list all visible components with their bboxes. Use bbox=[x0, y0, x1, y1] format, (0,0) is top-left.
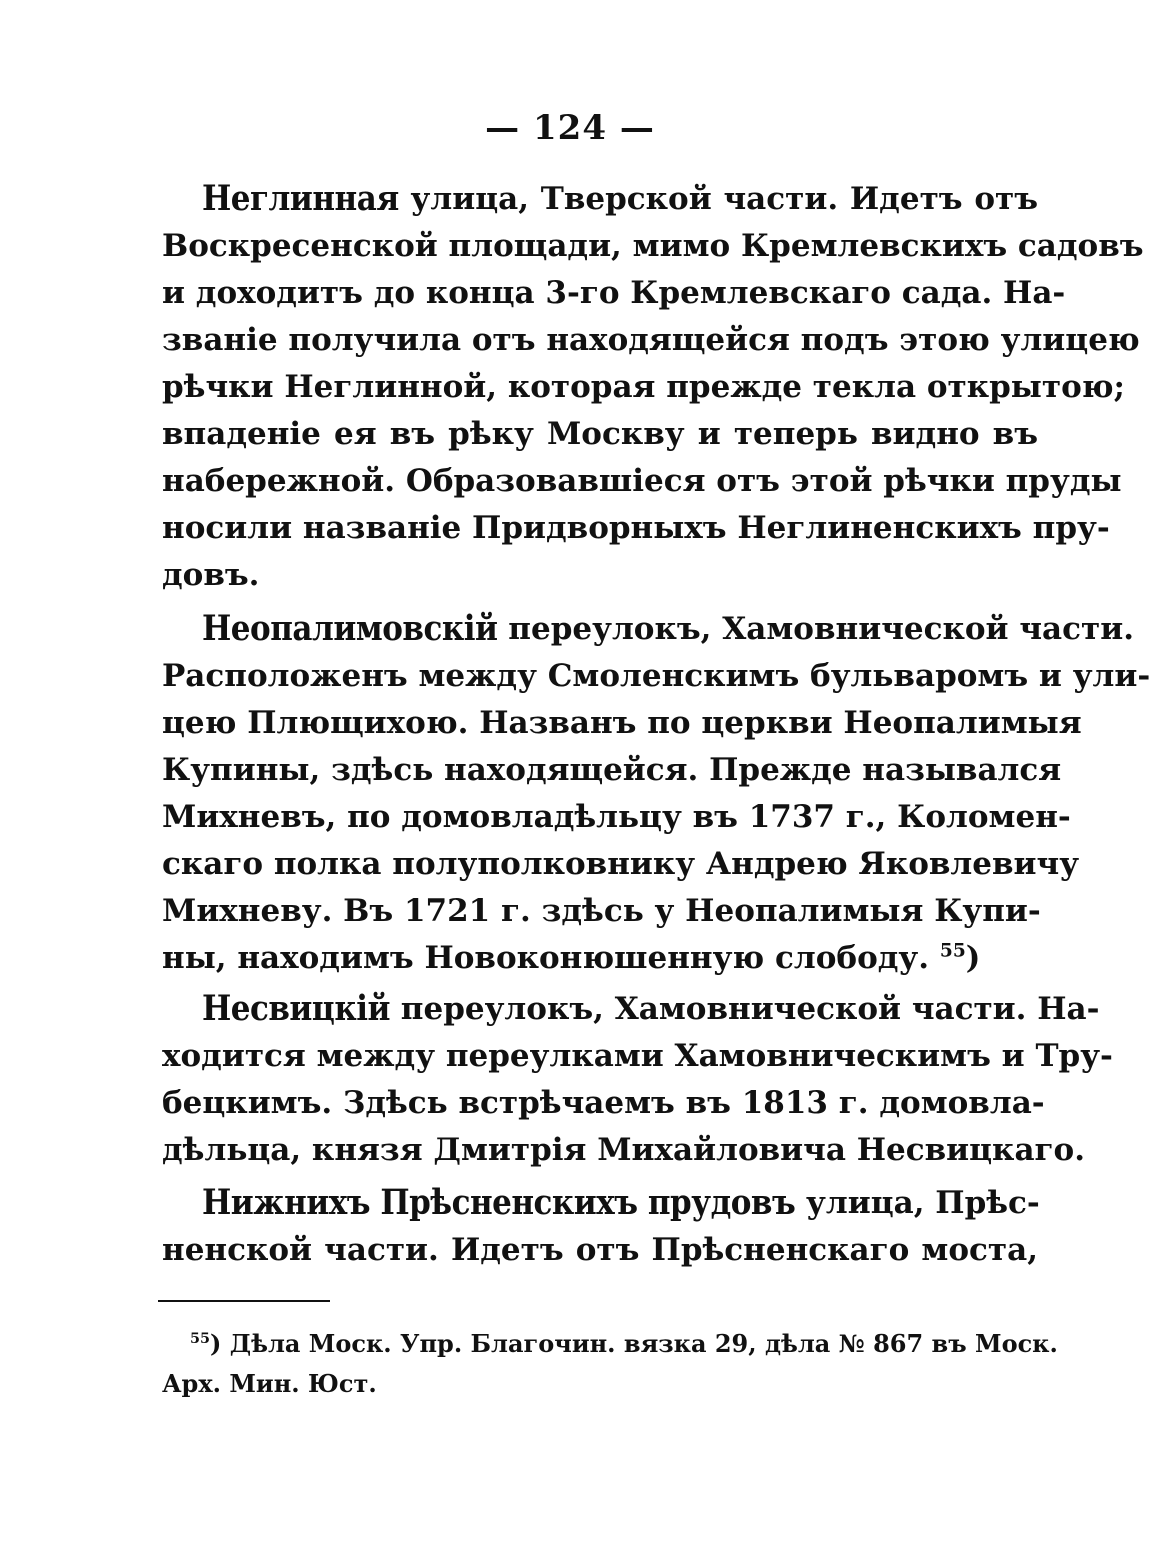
text-line: Неглинная улица, Тверской части. Идетъ отъ bbox=[162, 176, 1038, 223]
text-line: Воскресенской площади, мимо Кремлевскихъ садовъ bbox=[162, 228, 1144, 264]
text-line: Нижнихъ Прѣсненскихъ прудовъ улица, Прѣс- bbox=[162, 1180, 1038, 1227]
text-line: довъ. bbox=[162, 557, 260, 593]
page-number: — 124 — bbox=[485, 108, 655, 148]
text-line: набережной. Образовавшіеся отъ этой рѣчки пруды bbox=[162, 463, 1122, 499]
text-line: ны, находимъ Новоконюшенную слободу. $^{55}$) bbox=[162, 940, 981, 976]
entry-nizhnikh-presnenskikh bbox=[162, 1180, 1038, 1274]
text-line: скаго полка полуполковнику Андрею Яковлевичу bbox=[162, 846, 1080, 882]
text-line: носили названіе Придворныхъ Неглиненскихъ пру- bbox=[162, 510, 1110, 546]
footnote-divider bbox=[158, 1300, 330, 1302]
text-line: впаденіе ея въ рѣку Москву и теперь видно въ bbox=[162, 416, 1038, 452]
text-line: цею Плющихою. Названъ по церкви Неопалимыя bbox=[162, 705, 1082, 741]
text-line: Купины, здѣсь находящейся. Прежде назывался bbox=[162, 752, 1062, 788]
text-line: званіе получила отъ находящейся подъ этою улицею bbox=[162, 322, 1140, 358]
text-line: Михневъ, по домовладѣльцу въ 1737 г., Коломен- bbox=[162, 799, 1071, 835]
footnote bbox=[162, 1324, 1058, 1404]
text-line: Расположенъ между Смоленскимъ бульваромъ и ули- bbox=[162, 658, 1150, 694]
footnote-marker: 55 bbox=[190, 1330, 211, 1347]
text-line: ненской части. Идетъ отъ Прѣсненскаго моста, bbox=[162, 1232, 1038, 1268]
text-line: дѣльца, князя Дмитрія Михайловича Несвицкаго. bbox=[162, 1132, 1085, 1168]
footnote-ref: 55 bbox=[939, 940, 966, 962]
headword: Неглинная bbox=[202, 178, 399, 220]
headword: Нижнихъ Прѣсненскихъ прудовъ bbox=[202, 1182, 796, 1224]
footnote-line: $^{55}$) Дѣла Моск. Упр. Благочин. вязка 29, дѣла № 867 въ Моск. bbox=[190, 1329, 1058, 1358]
text-line: Несвицкій переулокъ, Хамовнической части. На- bbox=[162, 986, 1038, 1033]
footnote-line: Арх. Мин. Юст. bbox=[162, 1369, 377, 1398]
headword: Несвицкій bbox=[202, 988, 390, 1030]
text-line: бецкимъ. Здѣсь встрѣчаемъ въ 1813 г. домовла- bbox=[162, 1085, 1045, 1121]
text-line: Михневу. Въ 1721 г. здѣсь у Неопалимыя Купи- bbox=[162, 893, 1041, 929]
entry-nesvitsky bbox=[162, 986, 1113, 1174]
text-line: ходится между переулками Хамовническимъ и Тру- bbox=[162, 1038, 1113, 1074]
entry-neopalimovsky bbox=[162, 606, 1150, 982]
entry-neglinnaya bbox=[162, 176, 1144, 599]
text-line: рѣчки Неглинной, которая прежде текла открытою; bbox=[162, 369, 1125, 405]
text-line: и доходитъ до конца 3-го Кремлевскаго сада. На- bbox=[162, 275, 1066, 311]
text-line: Неопалимовскій переулокъ, Хамовнической части. bbox=[162, 606, 1038, 653]
headword: Неопалимовскій bbox=[202, 608, 498, 650]
